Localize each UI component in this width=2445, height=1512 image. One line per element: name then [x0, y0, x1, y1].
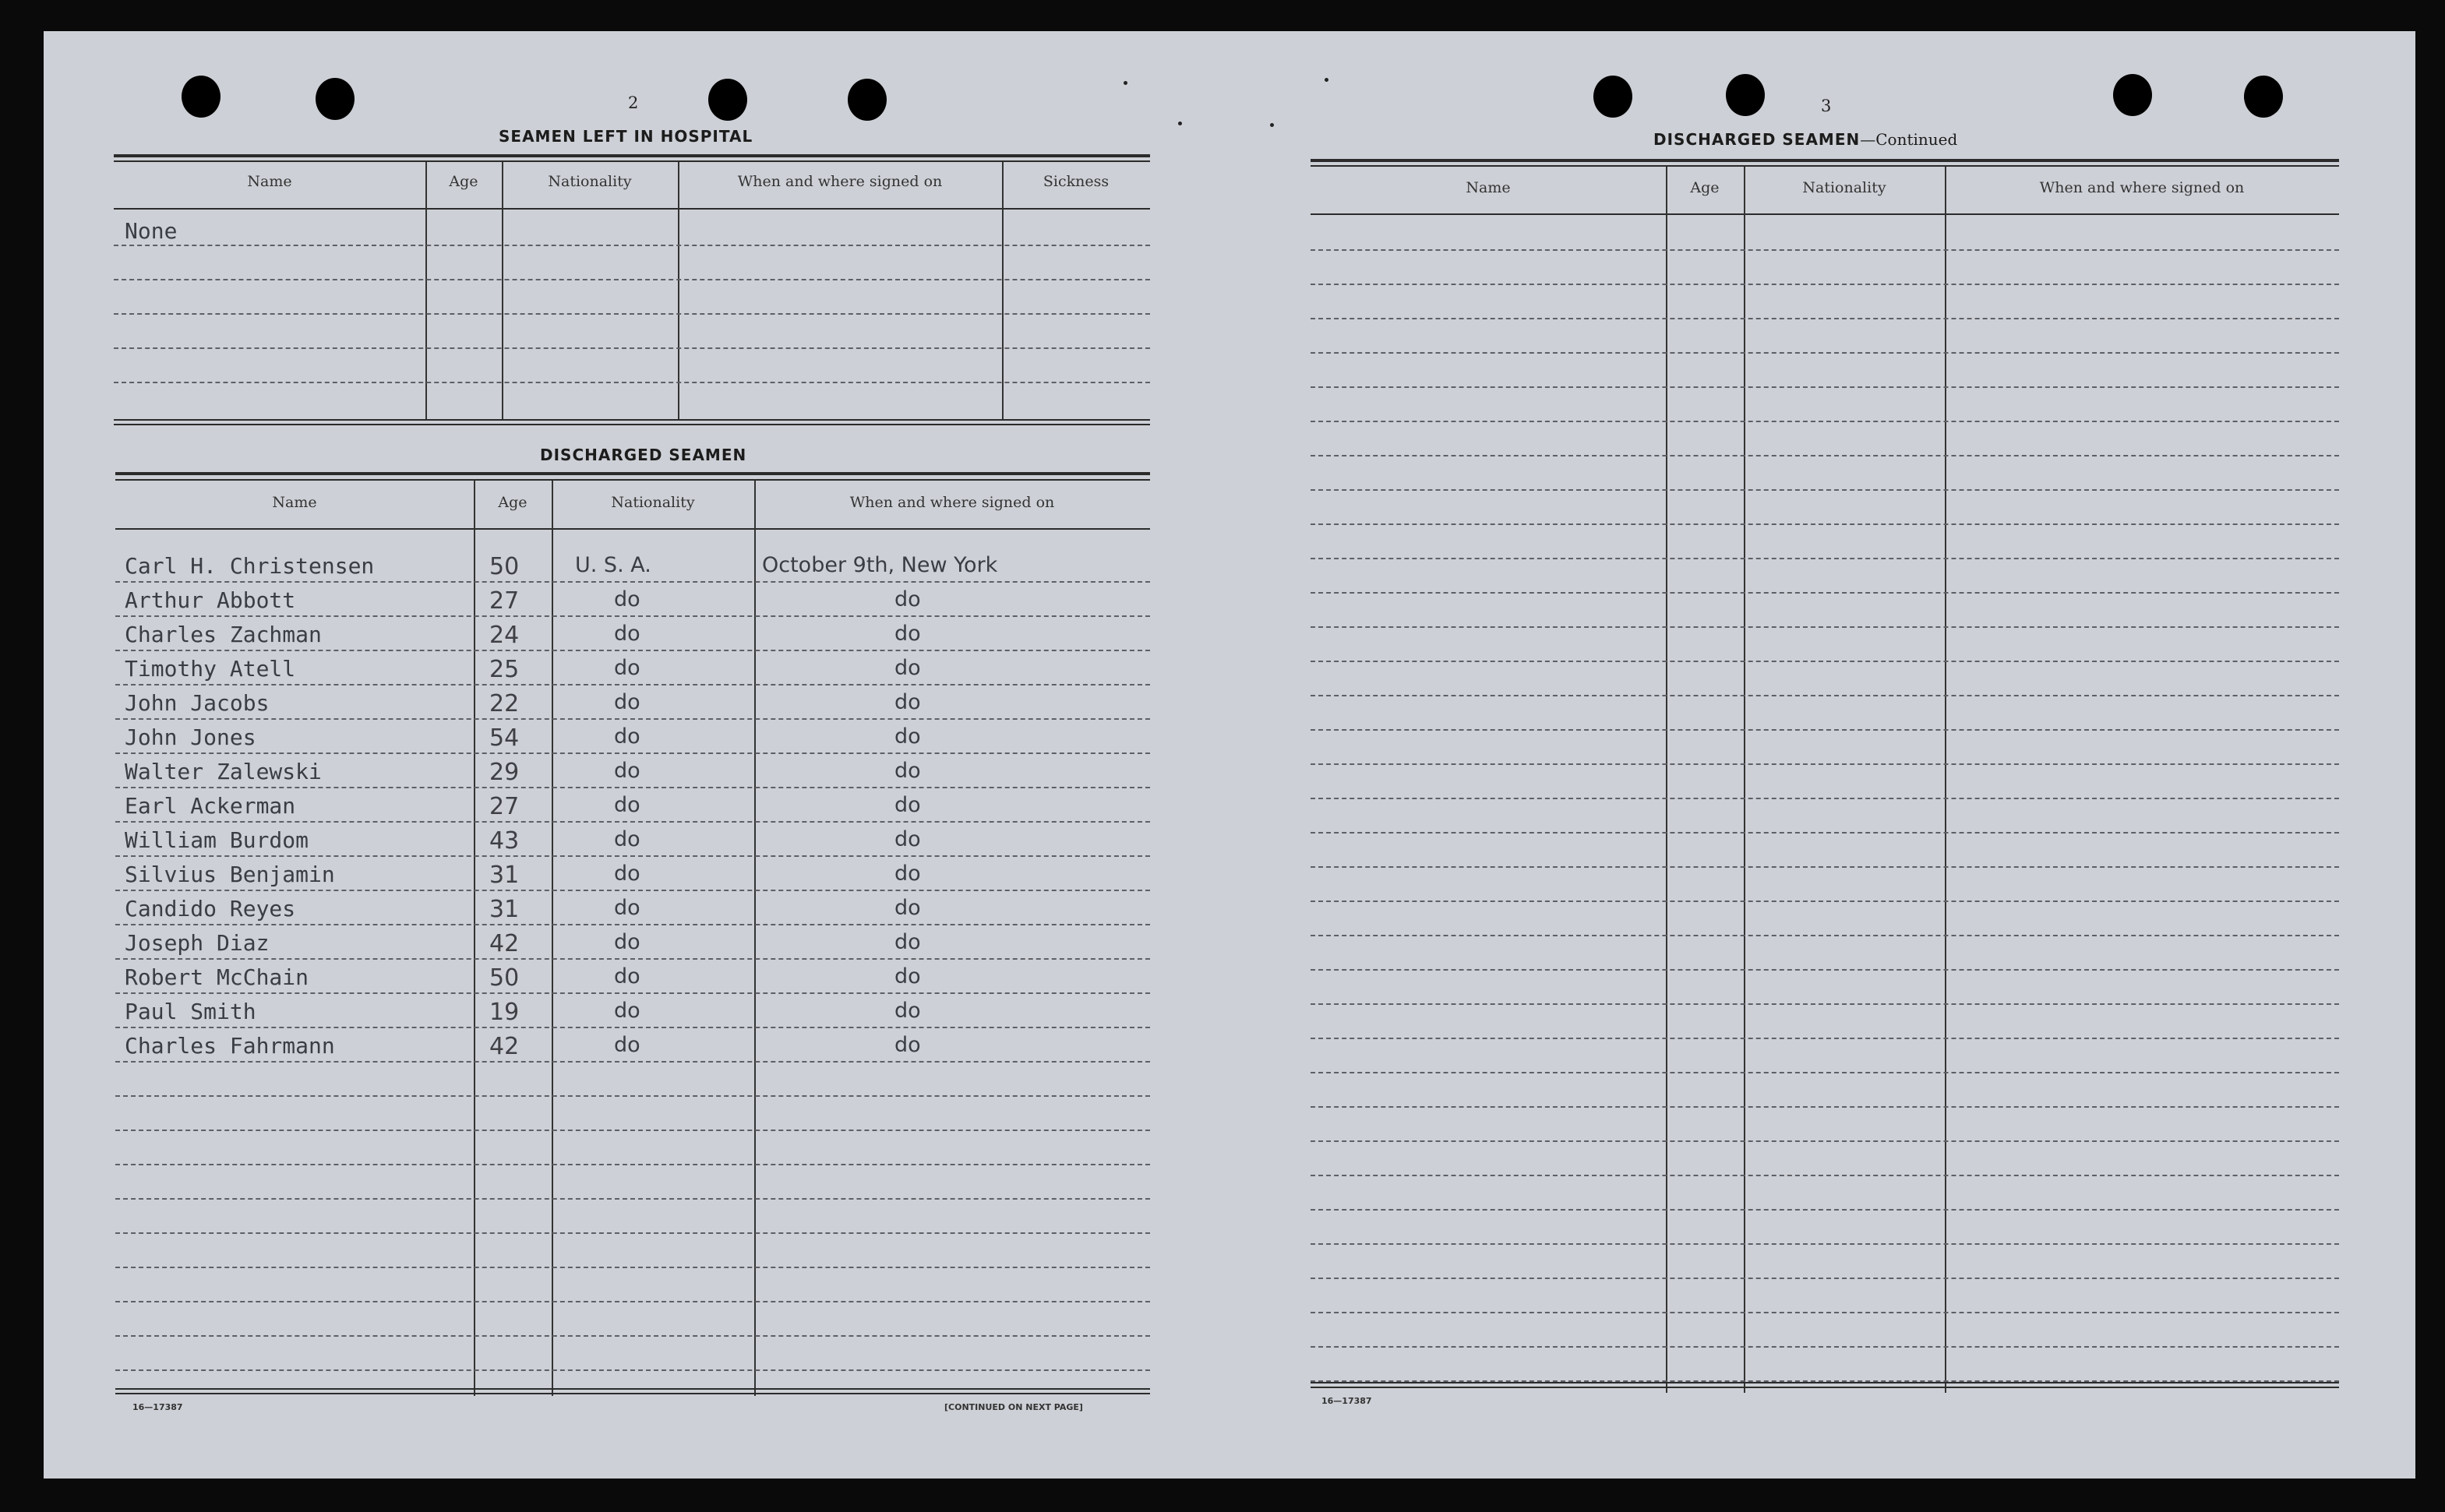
seaman-name: Carl H. Christensen: [125, 553, 375, 579]
seaman-age: 50: [489, 964, 520, 992]
seaman-signed-on: do: [894, 930, 921, 954]
ruled-line: [115, 1369, 1150, 1371]
ruled-line: [1311, 729, 2339, 731]
continued-note: [CONTINUED ON NEXT PAGE]: [944, 1402, 1083, 1412]
seaman-name: Silvius Benjamin: [125, 862, 335, 887]
seaman-name: William Burdom: [125, 827, 309, 853]
ruled-line: [1311, 969, 2339, 971]
seaman-nationality: do: [614, 587, 640, 611]
ruled-line: [115, 958, 1150, 960]
ruled-line: [115, 855, 1150, 857]
ruled-line: [1311, 352, 2339, 354]
discharged-continued-table: [1311, 159, 2339, 1393]
ruled-line: [1311, 249, 2339, 251]
seaman-age: 27: [489, 587, 520, 615]
ruled-line: [115, 1301, 1150, 1302]
punch-hole: [2244, 76, 2283, 118]
column-header-name: Name: [272, 494, 317, 511]
seaman-age: 29: [489, 759, 520, 786]
ruled-line: [1311, 866, 2339, 868]
column-header-age: Age: [498, 494, 527, 511]
ruled-line: [1311, 421, 2339, 422]
seaman-nationality: do: [614, 724, 640, 749]
column-header-name: Name: [247, 173, 292, 190]
seaman-nationality: do: [614, 827, 640, 851]
ruled-line: [1311, 1106, 2339, 1108]
seaman-age: 27: [489, 793, 520, 820]
punch-hole: [708, 79, 747, 121]
ruled-line: [1311, 1346, 2339, 1348]
ruled-line: [115, 1267, 1150, 1268]
column-header-age: Age: [449, 173, 478, 190]
ruled-line: [1311, 592, 2339, 594]
punch-hole: [182, 76, 221, 118]
ruled-line: [1311, 1072, 2339, 1073]
seaman-signed-on: October 9th, New York: [762, 553, 998, 577]
ruled-line: [115, 1095, 1150, 1097]
ruled-line: [1311, 763, 2339, 765]
seaman-signed-on: do: [894, 964, 921, 989]
page-number: 2: [628, 93, 639, 112]
column-header-age: Age: [1690, 179, 1720, 196]
seaman-nationality: do: [614, 999, 640, 1023]
hospital-table: [114, 154, 1150, 427]
seaman-name: Joseph Diaz: [125, 930, 270, 956]
seaman-age: 22: [489, 690, 520, 717]
seaman-nationality: do: [614, 793, 640, 817]
ruled-line: [115, 1061, 1150, 1063]
seaman-signed-on: do: [894, 793, 921, 817]
ruled-line: [1311, 558, 2339, 559]
ruled-line: [1311, 489, 2339, 491]
seaman-signed-on: do: [894, 656, 921, 680]
seaman-nationality: do: [614, 656, 640, 680]
seaman-nationality: do: [614, 1033, 640, 1057]
column-header-signed-on: When and where signed on: [2039, 179, 2245, 196]
seaman-name: Robert McChain: [125, 964, 309, 990]
paper-speck: [1325, 78, 1328, 82]
seaman-name: Arthur Abbott: [125, 587, 296, 613]
paper-speck: [1270, 123, 1274, 127]
seaman-nationality: do: [614, 964, 640, 989]
ruled-line: [1311, 695, 2339, 696]
seaman-name: John Jacobs: [125, 690, 270, 716]
ruled-line: [115, 615, 1150, 617]
title-text: DISCHARGED SEAMEN: [1653, 130, 1861, 149]
discharged-continued-title: [1653, 130, 1957, 149]
seaman-signed-on: do: [894, 759, 921, 783]
ruled-line: [1311, 1243, 2339, 1245]
seaman-age: 31: [489, 862, 520, 889]
seaman-signed-on: do: [894, 827, 921, 851]
ruled-line: [115, 1232, 1150, 1234]
seaman-name: Paul Smith: [125, 999, 256, 1024]
punch-hole: [848, 79, 887, 121]
page-number: 3: [1821, 97, 1832, 115]
ruled-line: [1311, 455, 2339, 456]
punch-hole: [1593, 76, 1632, 118]
seaman-signed-on: do: [894, 587, 921, 611]
hospital-section-title: SEAMEN LEFT IN HOSPITAL: [499, 127, 753, 146]
ruled-line: [115, 1027, 1150, 1028]
ruled-line: [1311, 1003, 2339, 1005]
ruled-line: [115, 924, 1150, 925]
seaman-age: 25: [489, 656, 520, 683]
seaman-age: 42: [489, 1033, 520, 1060]
seaman-nationality: do: [614, 862, 640, 886]
form-number: 16—17387: [1321, 1396, 1372, 1406]
seaman-name: Charles Fahrmann: [125, 1033, 335, 1059]
seaman-age: 31: [489, 896, 520, 923]
seaman-name: Walter Zalewski: [125, 759, 322, 784]
ruled-line: [115, 1335, 1150, 1337]
ruled-line: [115, 821, 1150, 823]
seaman-age: 19: [489, 999, 520, 1026]
ruled-line: [115, 581, 1150, 583]
ruled-line: [115, 890, 1150, 891]
ruled-line: [115, 992, 1150, 994]
seaman-nationality: do: [614, 896, 640, 920]
ruled-line: [1311, 1278, 2339, 1279]
discharged-section-title: DISCHARGED SEAMEN: [540, 446, 747, 464]
ruled-line: [1311, 1209, 2339, 1211]
ruled-line: [115, 684, 1150, 686]
column-header-sickness: Sickness: [1043, 173, 1110, 190]
ruled-line: [1311, 661, 2339, 662]
discharged-table: [115, 472, 1150, 1396]
title-suffix: —Continued: [1860, 130, 1958, 149]
ruled-line: [1311, 1312, 2339, 1313]
column-header-nationality: Nationality: [1802, 179, 1886, 196]
ruled-line: [1311, 1175, 2339, 1176]
ruled-line: [1311, 935, 2339, 936]
seaman-signed-on: do: [894, 690, 921, 714]
seaman-signed-on: do: [894, 1033, 921, 1057]
ruled-line: [115, 718, 1150, 720]
seaman-nationality: do: [614, 690, 640, 714]
column-header-nationality: Nationality: [548, 173, 632, 190]
punch-hole: [2113, 74, 2152, 116]
ruled-line: [115, 1130, 1150, 1131]
ruled-line: [1311, 318, 2339, 319]
column-header-signed-on: When and where signed on: [737, 173, 943, 190]
hospital-entry-none: None: [125, 218, 178, 244]
seaman-signed-on: do: [894, 862, 921, 886]
ruled-line: [115, 650, 1150, 651]
ruled-line: [1311, 798, 2339, 799]
seaman-age: 50: [489, 553, 520, 580]
seaman-signed-on: do: [894, 724, 921, 749]
form-number: 16—17387: [132, 1402, 183, 1412]
seaman-age: 42: [489, 930, 520, 957]
ruled-line: [1311, 523, 2339, 525]
punch-hole: [1726, 74, 1765, 116]
ruled-line: [1311, 626, 2339, 628]
seaman-age: 24: [489, 622, 520, 649]
ruled-line: [115, 1198, 1150, 1200]
ruled-line: [1311, 832, 2339, 834]
ruled-line: [115, 787, 1150, 788]
ruled-line: [1311, 284, 2339, 285]
seaman-name: Charles Zachman: [125, 622, 322, 647]
seaman-signed-on: do: [894, 999, 921, 1023]
ruled-line: [1311, 1140, 2339, 1142]
seaman-name: John Jones: [125, 724, 256, 750]
seaman-nationality: U. S. A.: [575, 553, 651, 577]
punch-hole: [316, 78, 355, 120]
seaman-signed-on: do: [894, 622, 921, 646]
ruled-line: [1311, 1038, 2339, 1039]
ruled-line: [1311, 386, 2339, 388]
paper-speck: [1178, 122, 1182, 125]
column-header-signed-on: When and where signed on: [849, 494, 1055, 511]
paper-speck: [1124, 81, 1127, 85]
ruled-line: [115, 752, 1150, 754]
seaman-age: 54: [489, 724, 520, 752]
seaman-nationality: do: [614, 930, 640, 954]
column-header-nationality: Nationality: [611, 494, 695, 511]
ruled-line: [115, 1164, 1150, 1165]
seaman-nationality: do: [614, 759, 640, 783]
seaman-name: Earl Ackerman: [125, 793, 296, 819]
seaman-age: 43: [489, 827, 520, 855]
seaman-name: Candido Reyes: [125, 896, 296, 922]
seaman-signed-on: do: [894, 896, 921, 920]
seaman-nationality: do: [614, 622, 640, 646]
ruled-line: [1311, 901, 2339, 902]
column-header-name: Name: [1466, 179, 1511, 196]
seaman-name: Timothy Atell: [125, 656, 296, 682]
